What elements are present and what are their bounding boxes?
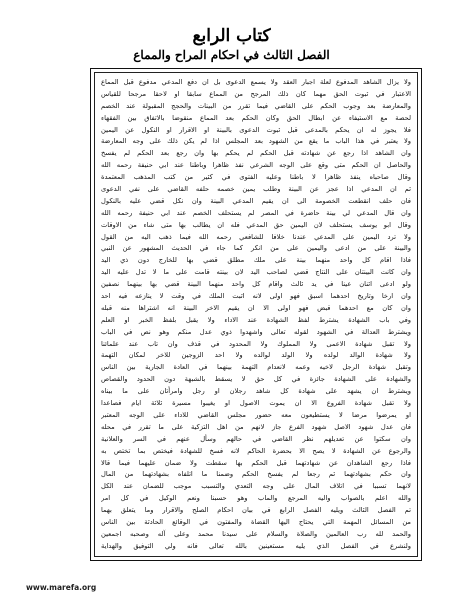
- text-line: لحصة مع الاستيفاء عن ابطال الحق وكان الحكم بعد المماع منقوضا بالاتفاق بين الفقهاء: [101, 113, 411, 122]
- page-frame-inner-border: [94, 72, 418, 557]
- book-title: كتاب الرابع: [192, 26, 271, 46]
- text-line: والشهادة على الشهادة جائزة في كل حق لا يسقط بالشبهة دون الحدود والقصاص: [101, 375, 411, 384]
- text-line: من المسائل المهمة التي يحتاج اليها القضاة والمفتون في الوقائع الحادثة بين الناس: [101, 517, 411, 526]
- text-line: فان حلف انقطعت الخصومة الى ان يقيم المدعي البينة وان نكل قضي عليه بالنكول: [101, 196, 411, 205]
- text-line: والله اعلم بالصواب واليه المرجع والماب وهو حسبنا ونعم الوكيل في كل امر: [101, 494, 411, 503]
- text-line: تم الفصل الثالث ويليه الفصل الرابع في بيان احكام الصلح والاقرار وما يتعلق بهما: [101, 506, 411, 515]
- text-line: ولنشرع في الفصل الذي يليه مستعينين بالله تعالى فانه ولي التوفيق والهداية: [101, 541, 411, 550]
- text-line: ولا تقبل شهادة الاعمى ولا المملوك ولا المحدود في قذف وان تاب عند علمائنا: [101, 339, 411, 348]
- text-line: وان قال المدعي لي بينة حاضرة في المصر لم يستحلف الخصم عند ابي حنيفة رحمه الله: [101, 208, 411, 217]
- text-line: وفي باب الشهادة يشترط لفظ الشهادة عند الاداء ولا يقبل بلفظ الخبر او العلم: [101, 315, 411, 324]
- text-line: ولا شهادة الوالد لولده ولا الولد لوالده ولا احد الزوجين للاخر لمكان التهمة: [101, 351, 411, 360]
- chapter-title: الفصل الثالث في احكام المراح والمماع: [133, 48, 330, 62]
- source-url: www.marefa.org: [26, 583, 97, 592]
- text-line: وان سكتوا عن تعديلهم نظر القاضي في حالهم وسأل عنهم في السر والعلانية: [101, 434, 411, 443]
- text-line: ولا يعتبر في هذا الباب ما يقع من الشهود بعد المجلس اذا لم يكن ذلك على وجه المعارضة: [101, 137, 411, 146]
- text-line: او يمرضوا مرضا لا يستطيعون معه حضور مجلس القاضي للاداء على الوجه المعتبر: [101, 410, 411, 419]
- text-line: وان كانت البينتان على النتاج قضي لصاحب اليد لان بينته قامت على ما لا تدل عليه اليد: [101, 268, 411, 277]
- text-line: فاذا اقام كل واحد منهما بينة على ملك مطلق قضي بها للخارج دون ذي اليد: [101, 256, 411, 265]
- text-line: وان حكم بشهادتهما ثم رجعا لم يفسخ الحكم وضمنا ما اتلفاه بشهادتهما من المال: [101, 470, 411, 479]
- text-line: وان ارخا وتاريخ احدهما اسبق فهو اولى لانه اثبت الملك في وقت لا ينازعه فيه احد: [101, 292, 411, 301]
- text-line: وان الشاهد اذا رجع عن شهادته قبل الحكم لم يحكم بها وان رجع بعد الحكم لم يفسخ: [101, 149, 411, 158]
- text-line: والمعارضة بعد وجوب الحكم على القاضي فيما تقرر من البينات والحجج المقبولة عند الخصم: [101, 101, 411, 110]
- text-line: ولو ادعى اثنان عينا في يد ثالث واقام كل واحد منهما البينة قضي بها بينهما نصفين: [101, 280, 411, 289]
- text-line: ثم ان المدعي اذا عجز عن البينة وطلب يمين خصمه حلفه القاضي على نفي الدعوى: [101, 185, 411, 194]
- text-line: والبينة على من ادعى واليمين على من انكر كما جاء في الحديث المشهور عن النبي: [101, 244, 411, 253]
- text-line: ويشترط ان يشهد على شهادة كل شاهد رجلان او رجل وامرأتان على ما بيناه: [101, 387, 411, 396]
- text-line: ولا تقبل شهادة الفروع الا ان يموت الاصول او يغيبوا مسيرة ثلاثة ايام فصاعدا: [101, 399, 411, 408]
- text-line: فاذا رجع الشاهدان عن شهادتهما قبل الحكم بها سقطت ولا ضمان عليهما فيما قالا: [101, 458, 411, 467]
- text-line: فلا يجوز له ان يحكم بالمدعى قبل ثبوت الدعوى بالبينة او الاقرار او النكول عن اليمين: [101, 125, 411, 134]
- text-line: وقال ابو يوسف يستحلف لان اليمين حق المدعي فله ان يطالب بها متى شاء من الاوقات: [101, 220, 411, 229]
- text-line: وان كان مع احدهما قبض فهو اولى الا ان يقيم الاخر البينة انه اشتراها منه قبله: [101, 303, 411, 312]
- text-line: والحاصل ان الحكم متى وقع على الوجه الشرعي نفذ ظاهرا وباطنا عند ابي حنيفة رحمه الله: [101, 161, 411, 170]
- main-text-block: [101, 77, 411, 552]
- text-line: وتقبل شهادة الرجل لاخيه وعمه لانعدام التهمة بينهما في العادة الجارية بين الناس: [101, 363, 411, 372]
- text-line: فان عدل شهود الاصل شهود الفرع جاز لانهم من اهل التزكية على ما تقرر في محله: [101, 422, 411, 431]
- text-line: ولا ترد اليمين على المدعي عندنا خلافا للشافعي رحمه الله فيما ذهب اليه من القول: [101, 232, 411, 241]
- text-line: والرجوع عن الشهادة لا يصح الا بحضرة الحاكم لانه فسخ للشهادة فيختص بما تختص به: [101, 446, 411, 455]
- text-line: لانهما تسببا في اتلاف المال على وجه التعدي والتسبب موجب للضمان عند الكل: [101, 482, 411, 491]
- page-frame: [90, 68, 422, 561]
- text-line: ويشترط العدالة في الشهود لقوله تعالى واشهدوا ذوي عدل منكم وهو نص في الباب: [101, 327, 411, 336]
- text-line: الاعتبار في ثبوت الحق مهما كان ذلك المرجح من المماع سابقا او لاحقا مرجحا للقياس: [101, 89, 411, 98]
- text-line: ولا يزال الشاهد المدفوع لعلة اجبار العقد ولا يسمع الدعوى بل ان دفع المدعي مدفوع قبل المماع: [101, 78, 411, 86]
- text-line: وقال صاحباه ينفذ ظاهرا لا باطنا وعليه الفتوى في كثير من كتب المذهب المعتمدة: [101, 173, 411, 182]
- text-line: والحمد لله رب العالمين والصلاة والسلام على سيدنا محمد وعلى آله وصحبه اجمعين: [101, 529, 411, 538]
